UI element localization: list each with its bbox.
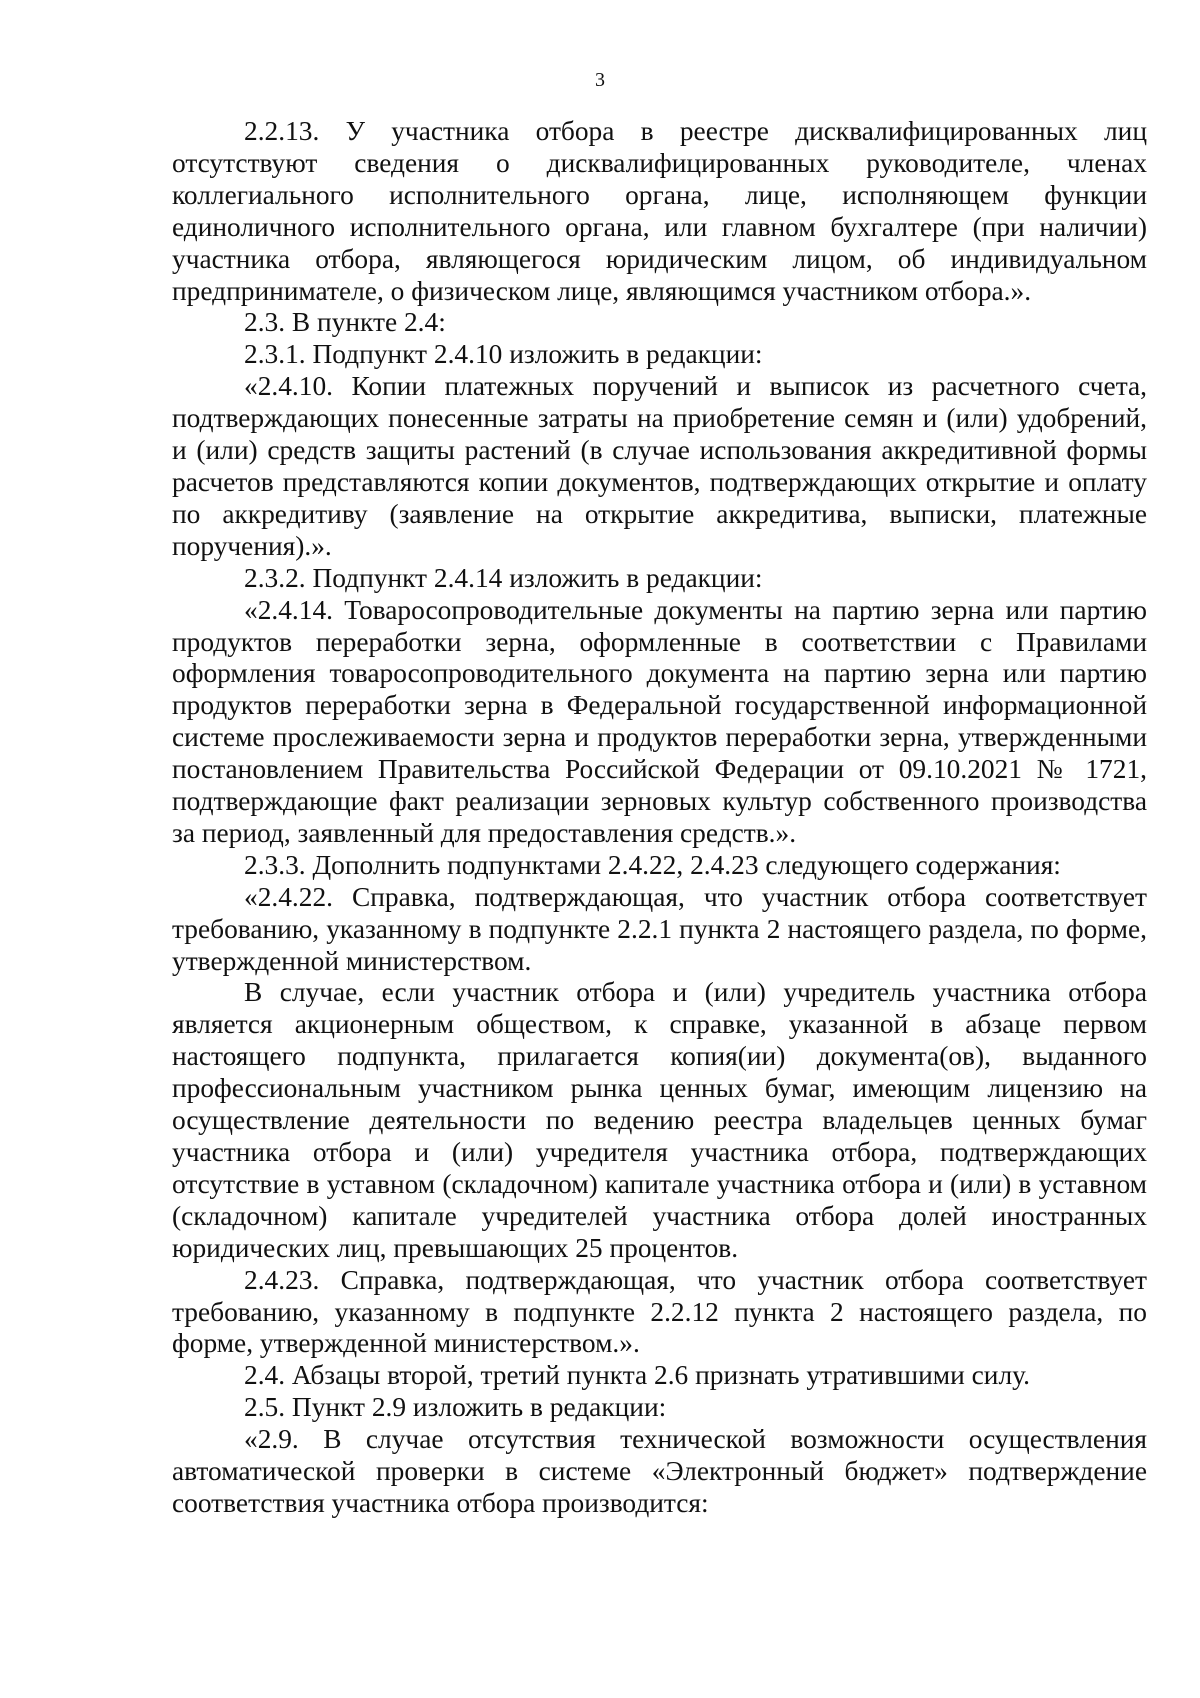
paragraph-2-3-3: 2.3.3. Дополнить подпунктами 2.4.22, 2.4.23 следующего содержания:: [244, 849, 1061, 880]
paragraph-2-3: 2.3. В пункте 2.4:: [244, 307, 446, 338]
page-number: 3: [595, 69, 605, 91]
paragraph-2-3-1: 2.3.1. Подпункт 2.4.10 изложить в редакции:: [244, 339, 763, 370]
paragraph-2-4: 2.4. Абзацы второй, третий пункта 2.6 признать утратившими силу.: [244, 1360, 1030, 1391]
paragraph-2-3-2: 2.3.2. Подпункт 2.4.14 изложить в редакции:: [244, 562, 763, 593]
paragraph-quote-2-4-22: «2.4.22. Справка, подтверждающая, что участник отбора соответствует требованию, указанному в подпункте 2.2.1 пункта 2 настоящего раздела, по форме, утвержденной министерством.: [172, 881, 1147, 976]
paragraph-quote-2-4-10: «2.4.10. Копии платежных поручений и выписок из расчетного счета, подтверждающих понесенные затраты на приобретение семян и (или) удобрений, и (или) средств защиты растений (в случае использования аккредитивной формы расчетов представляются копии документов, подтверждающих открытие и оплату по аккредитиву (заявление на открытие аккредитива, выписки, платежные поручения).».: [172, 371, 1147, 561]
document-body: [172, 116, 1147, 1520]
paragraph-quote-2-4-14: «2.4.14. Товаросопроводительные документы на партию зерна или партию продуктов переработки зерна, оформленные в соответствии с Правилами оформления товаросопроводительного документа на партию зерна или партию продуктов переработки зерна в Федеральной государственной информационной системе прослеживаемости зерна и продуктов переработки зерна, утвержденными постановлением Правительства Российской Федерации от 09.10.2021 № 1721, подтверждающие факт реализации зерновых культур собственного производства за период, заявленный для предоставления средств.».: [172, 594, 1147, 848]
paragraph-2-5: 2.5. Пункт 2.9 изложить в редакции:: [244, 1392, 667, 1423]
paragraph-2-2-13: 2.2.13. У участника отбора в реестре дисквалифицированных лиц отсутствуют сведения о дисквалифицированных руководителе, членах коллегиального исполнительного органа, лице, исполняющем функции единоличного исполнительного органа, или главном бухгалтере (при наличии) участника отбора, являющегося юридическим лицом, об индивидуальном предпринимателе, о физическом лице, являющимся участником отбора.».: [172, 116, 1147, 306]
paragraph-quote-2-9: «2.9. В случае отсутствия технической возможности осуществления автоматической проверки в системе «Электронный бюджет» подтверждение соответствия участника отбора производится:: [172, 1424, 1147, 1518]
paragraph-2-4-23: 2.4.23. Справка, подтверждающая, что участник отбора соответствует требованию, указанному в подпункте 2.2.12 пункта 2 настоящего раздела, по форме, утвержденной министерством.».: [172, 1264, 1147, 1359]
paragraph-joint-stock-case: В случае, если участник отбора и (или) учредитель участника отбора является акционерным обществом, к справке, указанной в абзаце первом настоящего подпункта, прилагается копия(ии) документа(ов), выданного профессиональным участником рынка ценных бумаг, имеющим лицензию на осуществление деятельности по ведению реестра владельцев ценных бумаг участника отбора и (или) учредителя участника отбора, подтверждающих отсутствие в уставном (складочном) капитале участника отбора и (или) в уставном (складочном) капитале учредителей участника отбора долей иностранных юридических лиц, превышающих 25 процентов.: [172, 977, 1147, 1263]
